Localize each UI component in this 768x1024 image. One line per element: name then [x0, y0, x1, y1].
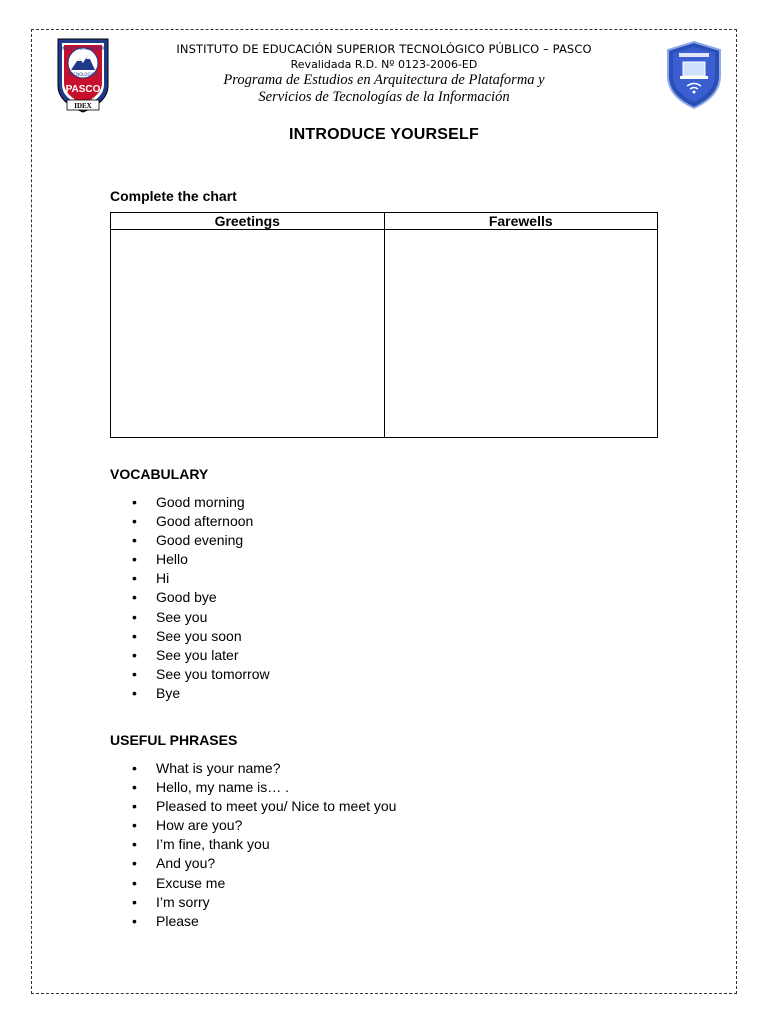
greetings-blank-cell[interactable]: [111, 230, 385, 438]
list-item: • Excuse me: [132, 874, 396, 893]
list-item: • Hi: [132, 569, 270, 588]
document-header: [0, 42, 768, 106]
vocabulary-list: [132, 493, 270, 703]
list-item: • And you?: [132, 854, 396, 873]
farewells-blank-cell[interactable]: [384, 230, 658, 438]
institution-name: INSTITUTO DE EDUCACIÓN SUPERIOR TECNOLÓGICO PÚBLICO – PASCO: [176, 42, 592, 56]
list-item: • What is your name?: [132, 759, 396, 778]
list-item: • See you tomorrow: [132, 665, 270, 684]
chart-heading: Complete the chart: [110, 188, 237, 204]
list-item: • Please: [132, 912, 396, 931]
list-item: • See you soon: [132, 627, 270, 646]
list-item: • Good evening: [132, 531, 270, 550]
logo-name-text: PASCO: [65, 84, 101, 95]
list-item: • Hello, my name is… .: [132, 778, 396, 797]
logo-middle-text: TECNOLOGICO: [68, 72, 98, 77]
revalidation-text: Revalidada R.D. Nº 0123-2006-ED: [290, 58, 478, 71]
greetings-farewells-table: [110, 212, 658, 438]
logo-top-text: INSTITUTO SUPERIOR: [61, 46, 105, 51]
program-line-1: Programa de Estudios en Arquitectura de Plataforma y: [223, 72, 545, 88]
list-item: • See you later: [132, 646, 270, 665]
list-item: • How are you?: [132, 816, 396, 835]
vocabulary-heading: VOCABULARY: [110, 466, 209, 482]
column-header-greetings: Greetings: [111, 213, 385, 230]
phrases-heading: USEFUL PHRASES: [110, 732, 238, 748]
list-item: • I’m sorry: [132, 893, 396, 912]
list-item: • Good afternoon: [132, 512, 270, 531]
logo-ribbon-text: IDEX: [74, 102, 92, 110]
list-item: • Hello: [132, 550, 270, 569]
program-line-2: Servicios de Tecnologías de la Información: [258, 89, 510, 105]
list-item: • See you: [132, 608, 270, 627]
list-item: • Good bye: [132, 588, 270, 607]
useful-phrases-list: [132, 759, 396, 931]
column-header-farewells: Farewells: [384, 213, 658, 230]
page-title: INTRODUCE YOURSELF: [289, 126, 479, 143]
list-item: • Bye: [132, 684, 270, 703]
list-item: • Pleased to meet you/ Nice to meet you: [132, 797, 396, 816]
list-item: • Good morning: [132, 493, 270, 512]
list-item: • I’m fine, thank you: [132, 835, 396, 854]
